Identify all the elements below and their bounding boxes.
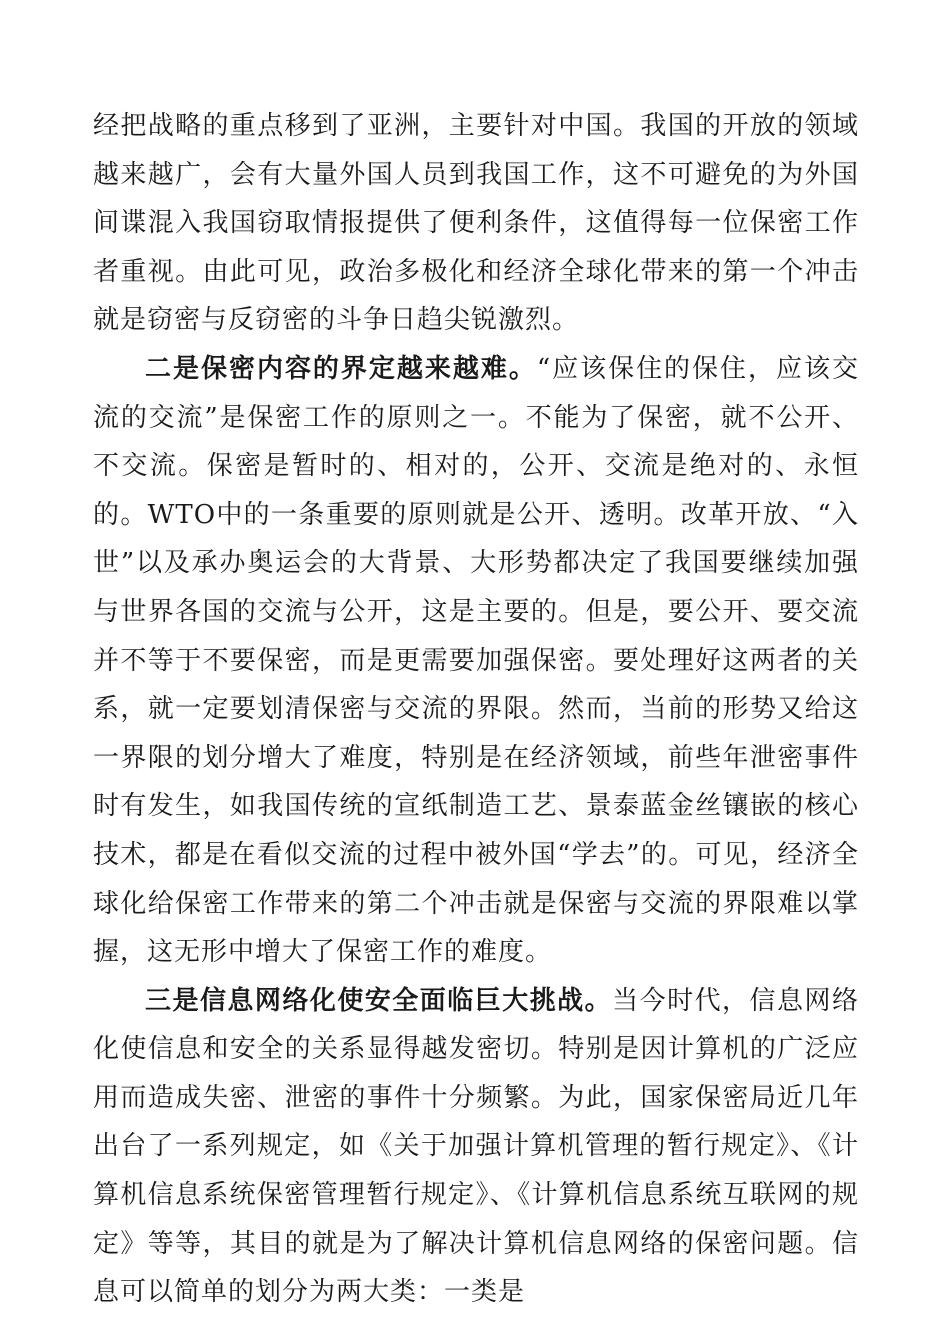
paragraph-lead-heading: 三是信息网络化使安全面临巨大挑战。 xyxy=(145,985,613,1016)
paragraph-text: “应该保住的保住，应该交流的交流”是保密工作的原则之一。不能为了保密，就不公开、不交流。保密是暂时的、相对的，公开、交流是绝对的、永恒的。WTO中的一条重要的原则就是公开、透明。改革开放、“入世”以及承办奥运会的大背景、大形势都决定了我国要继续加强与世界各国的交流与公开，这是主要的。但是，要公开、要交流并不等于不要保密，而是更需要加强保密。要处理好这两者的关系，就一定要划清保密与交流的界限。然而，当前的形势又给这一界限的划分增大了难度，特别是在经济领域，前些年泄密事件时有发生，如我国传统的宣纸制造工艺、景泰蓝金丝镶嵌的核心技术，都是在看似交流的过程中被外国“学去”的。可见，经济全球化给保密工作带来的第二个冲击就是保密与交流的界限难以掌握，这无形中增大了保密工作的难度。 xyxy=(93,353,859,968)
paragraph-text: 当今时代，信息网络化使信息和安全的关系显得越发密切。特别是因计算机的广泛应用而造成失密、泄密的事件十分频繁。为此，国家保密局近几年出台了一系列规定，如《关于加强计算机管理的暂行规定》、《计算机信息系统保密管理暂行规定》、《计算机信息系统互联网的规定》等等，其目的就是为了解决计算机信息网络的保密问题。信息可以简单的划分为两大类：一类是 xyxy=(93,985,859,1308)
paragraph-network-security xyxy=(93,977,859,1317)
paragraph-continuation xyxy=(93,102,859,345)
paragraph-text: 经把战略的重点移到了亚洲，主要针对中国。我国的开放的领域越来越广，会有大量外国人员到我国工作，这不可避免的为外国间谍混入我国窃取情报提供了便利条件，这值得每一位保密工作者重视。由此可见，政治多极化和经济全球化带来的第一个冲击就是窃密与反窃密的斗争日趋尖锐激烈。 xyxy=(93,111,859,336)
paragraph-confidentiality-scope xyxy=(93,345,859,977)
paragraph-lead-heading: 二是保密内容的界定越来越难。 xyxy=(145,353,537,384)
document-page xyxy=(93,102,859,1317)
